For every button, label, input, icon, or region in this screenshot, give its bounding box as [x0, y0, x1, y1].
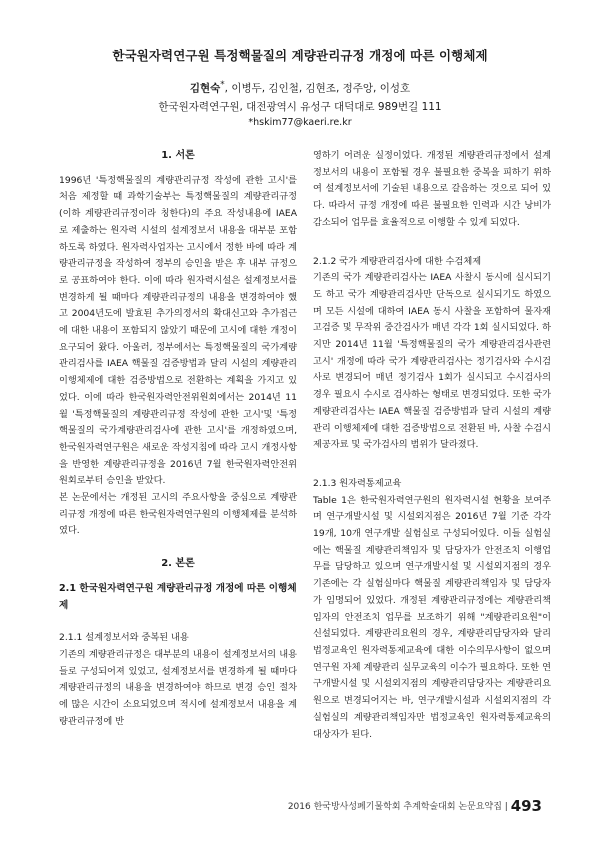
paragraph: 1996년 '특정핵물질의 계량관리규정 작성에 관한 고시'를 처음 제정할 때 과학기술부는 특정핵물질의 계량관리규정(이하 계량관리규정이라 칭한다)의 주요 작성내용에 IAEA로 제출하는 원자력 시설의 설계정보서 내용을 대부분 포함하도록 하였다. 원자력사업자는 고시에서 정한 바에 따라 계량관리규정을 작성하여 정부의 승인을 받은 후 내부 규정으로 공표하여야 한다. 이에 따라 원자력시설은 설계정보서를 변경하게 될 때마다 계량관리규정의 내용을 변경하여야 했고 2004년도에 발효된 추가의정서의 확대신고와 추가접근에 대한 내용이 포함되지 않았기 때문에 고시에 대한 개정이 요구되어 왔다. 아울러, 정부에서는 특정핵물질의 국가계량관리검사를 IAEA 핵물질 검증방법과 달리 시설의 계량관리 이행체제에 대한 검증방법으로 전환하는 계획을 가지고 있었다. 이에 따라 한국원자력안전위원회에서는 2014년 11월 '특정핵물질의 계량관리규정 작성에 관한 고시'및 '특정핵물질의 국가계량관리검사에 관한 고시'를 개정하였으며, 한국원자력연구원은 새로운 작성지침에 따라 고시 개정사항을 반영한 계량관리규정을 2016년 7월 한국원자력안전위원회로부터 승인을 받았다. [59, 174, 297, 487]
paragraph: 기존의 국가 계량관리검사는 IAEA 사찰시 동시에 실시되기도 하고 국가 계량관리검사만 단독으로 실시되기도 하였으며 모든 시설에 대하여 IAEA 동시 사찰을 포함하여 물자재고검증 및 무작위 중간검사가 매년 각각 1회 실시되었다. 하지만 2014년 11월 '특정핵물질의 국가 계량관리검사관련 고시' 개정에 따라 국가 계량관리검사는 정기검사와 수시검사로 변경되어 매년 정기검사 1회가 실시되고 수시검사의 경우 필요시 수시로 검사하는 형태로 변경되었다. 또한 국가 계량관리검사는 IAEA 핵물질 검증방법과 달리 시설의 계량관리 이행체제에 대한 검증방법으로 전환된 바, 사찰 수검시 제공자료 및 국가검사의 범위가 달라졌다. [313, 272, 551, 451]
subsection-heading: 2.1 한국원자력연구원 계량관리규정 개정에 따른 이행체제 [59, 582, 297, 611]
subsubsection-heading: 2.1.3 원자력통제교육 [313, 477, 402, 489]
section-heading-body: 2. 본론 [161, 558, 195, 570]
footer-separator: | [504, 802, 508, 812]
paragraph: Table 1은 한국원자력연구원의 원자력시설 현황을 보여주며 연구개발시설 및 시설외지점은 2016년 7월 기준 각각 19개, 10개 연구개발 실험실로 구성되어있다. 이들 실험실에는 핵물질 계량관리책임자 및 담당자가 안전조치 이행업무를 담당하고 있으며 연구개발시설 및 시설외지점의 경우 기존에는 각 실험실마다 핵물질 계량관리책임자 및 담당자가 임명되어 있었다. 개정된 계량관리규정에는 계량관리책임자의 안전조치 업무를 보조하기 위해 "계량관리요원"이 신설되었다. 계량관리요원의 경우, 계량관리담당자와 달리 법정교육인 원자력통제교육에 대한 이수의무사항이 없으며 연구원 자체 계량관리 실무교육의 이수가 필요하다. 또한 연구개발시설 및 시설외지점의 계량관리담당자는 계량관리요원으로 변경되어지는 바, 연구개발시설과 시설외지점의 각 실험실의 계량관리책임자만 법정교육인 원자력통제교육의 대상자가 된다. [313, 494, 551, 740]
co-authors: , 이병두, 김인철, 김현조, 정주앙, 이성호 [224, 82, 411, 95]
corresponding-author: 김현숙 [189, 82, 221, 95]
paper-title: 한국원자력연구원 특정핵물질의 계량관리규정 개정에 따른 이행체제 [112, 48, 488, 63]
page-footer [288, 797, 542, 815]
subsubsection-heading: 2.1.1 설계정보서와 중복된 내용 [59, 632, 189, 644]
affiliation: 한국원자력연구원, 대전광역시 유성구 대덕대로 989번길 111 [158, 101, 442, 113]
page-number: 493 [510, 797, 542, 815]
paragraph: 본 논문에서는 개정된 고시의 주요사항을 중심으로 계량관리규정 개정에 따른 한국원자력연구원의 이행체제를 분석하였다. [59, 492, 297, 537]
proceedings-title: 2016 한국방사성폐기물학회 추계학술대회 논문요약집 [287, 802, 502, 812]
right-column [313, 148, 551, 743]
paragraph: 영하기 어려운 실정이었다. 개정된 계량관리규정에서 설계정보서의 내용이 포함될 경우 불필요한 중복을 피하기 위하여 설계정보서에 기술된 내용으로 갈음하는 것으로 되어 있다. 따라서 규정 개정에 따른 불필요한 인력과 시간 낭비가 감소되어 업무를 효율적으로 이행할 수 있게 되었다. [313, 150, 551, 228]
author-line [0, 80, 600, 96]
paragraph: 기존의 계량관리규정은 대부분의 내용이 설계정보서의 내용들로 구성되어져 있었고, 설계정보서를 변경하게 될 때마다 계량관리규정의 내용을 변경하여야 하므로 변경 승인 절차에 많은 시간이 소요되었으며 적시에 설계정보서 내용을 계량관리규정에 반 [59, 648, 297, 727]
author-mark: * [220, 80, 225, 90]
section-heading-introduction: 1. 서론 [161, 150, 195, 161]
contact-email: *hskim77@kaeri.re.kr [248, 117, 352, 128]
left-column [59, 148, 297, 731]
subsubsection-heading: 2.1.2 국가 계량관리검사에 대한 수검체제 [313, 255, 482, 267]
